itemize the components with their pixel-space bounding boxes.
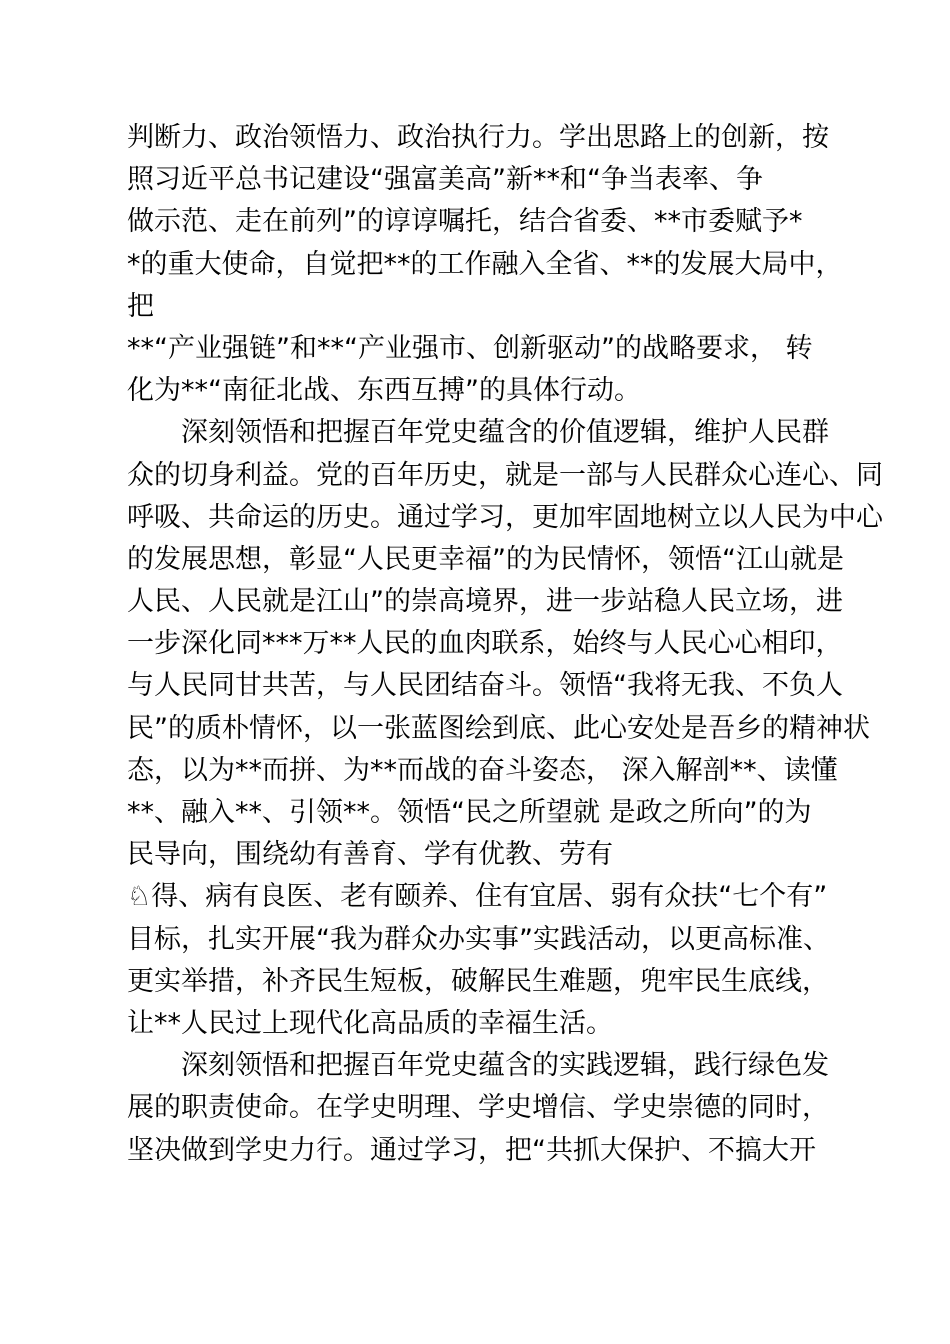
text-line: 照习近平总书记建设“强富美高”新**和“争当表率、争 — [127, 164, 763, 196]
text-line: 做示范、走在前列”的谆谆嘱托，结合省委、**市委赋予* — [127, 206, 803, 238]
text-line: 把 — [127, 290, 154, 322]
text-line: 民导向，围绕幼有善育、学有优教、劳有 — [127, 839, 613, 871]
text-line: 判断力、政治领悟力、政治执行力。学出思路上的创新，按 — [127, 122, 829, 153]
text-line: 更实举措，补齐民生短板，破解民生难题，兜牢民生底线， — [127, 965, 829, 997]
text-line: 态，以为**而拼、为**而战的奋斗姿态， 深入解剖**、读懂 — [127, 754, 838, 786]
text-line: 一步深化同***万**人民的血肉联系，始终与人民心心相印， — [127, 628, 843, 660]
text-line: 目标，扎实开展“我为群众办实事”实践活动，以更高标准、 — [127, 923, 830, 955]
text-line: 人民、人民就是江山”的崇高境界，进一步站稳人民立场，进 — [127, 586, 843, 618]
paragraph-start-line: 深刻领悟和把握百年党史蕴含的价值逻辑，维护人民群 — [127, 417, 829, 449]
paragraph-start-line: 深刻领悟和把握百年党史蕴含的实践逻辑，践行绿色发 — [127, 1050, 829, 1082]
text-line: 让**人民过上现代化高品质的幸福生活。 — [127, 1007, 613, 1039]
text-line: 展的职责使命。在学史明理、学史增信、学史崇德的同时， — [127, 1092, 829, 1124]
text-line: **“产业强链”和**“产业强市、创新驱动”的战略要求， 转 — [127, 332, 813, 364]
text-line: **、融入**、引领**。领悟“民之所望就 是政之所向”的为 — [127, 797, 812, 828]
document-body — [127, 117, 883, 1172]
text-line: 呼吸、共命运的历史。通过学习，更加牢固地树立以人民为中心 — [127, 501, 883, 533]
text-line: 民”的质朴情怀，以一张蓝图绘到底、此心安处是吾乡的精神状 — [127, 712, 870, 744]
text-line: 的发展思想，彰显“人民更幸福”的为民情怀，领悟“江山就是 — [127, 543, 844, 575]
text-line: 坚决做到学史力行。通过学习，把“共抓大保护、不搞大开 — [127, 1134, 816, 1166]
text-line: 化为**“南征北战、东西互搏”的具体行动。 — [127, 375, 641, 407]
text-line: ♘得、病有良医、老有颐养、住有宜居、弱有众扶“七个有” — [127, 881, 828, 913]
text-line: *的重大使命，自觉把**的工作融入全省、**的发展大局中， — [127, 248, 843, 280]
text-line: 与人民同甘共苦，与人民团结奋斗。领悟“我将无我、不负人 — [127, 670, 843, 702]
text-line: 众的切身利益。党的百年历史，就是一部与人民群众心连心、同 — [127, 459, 883, 491]
